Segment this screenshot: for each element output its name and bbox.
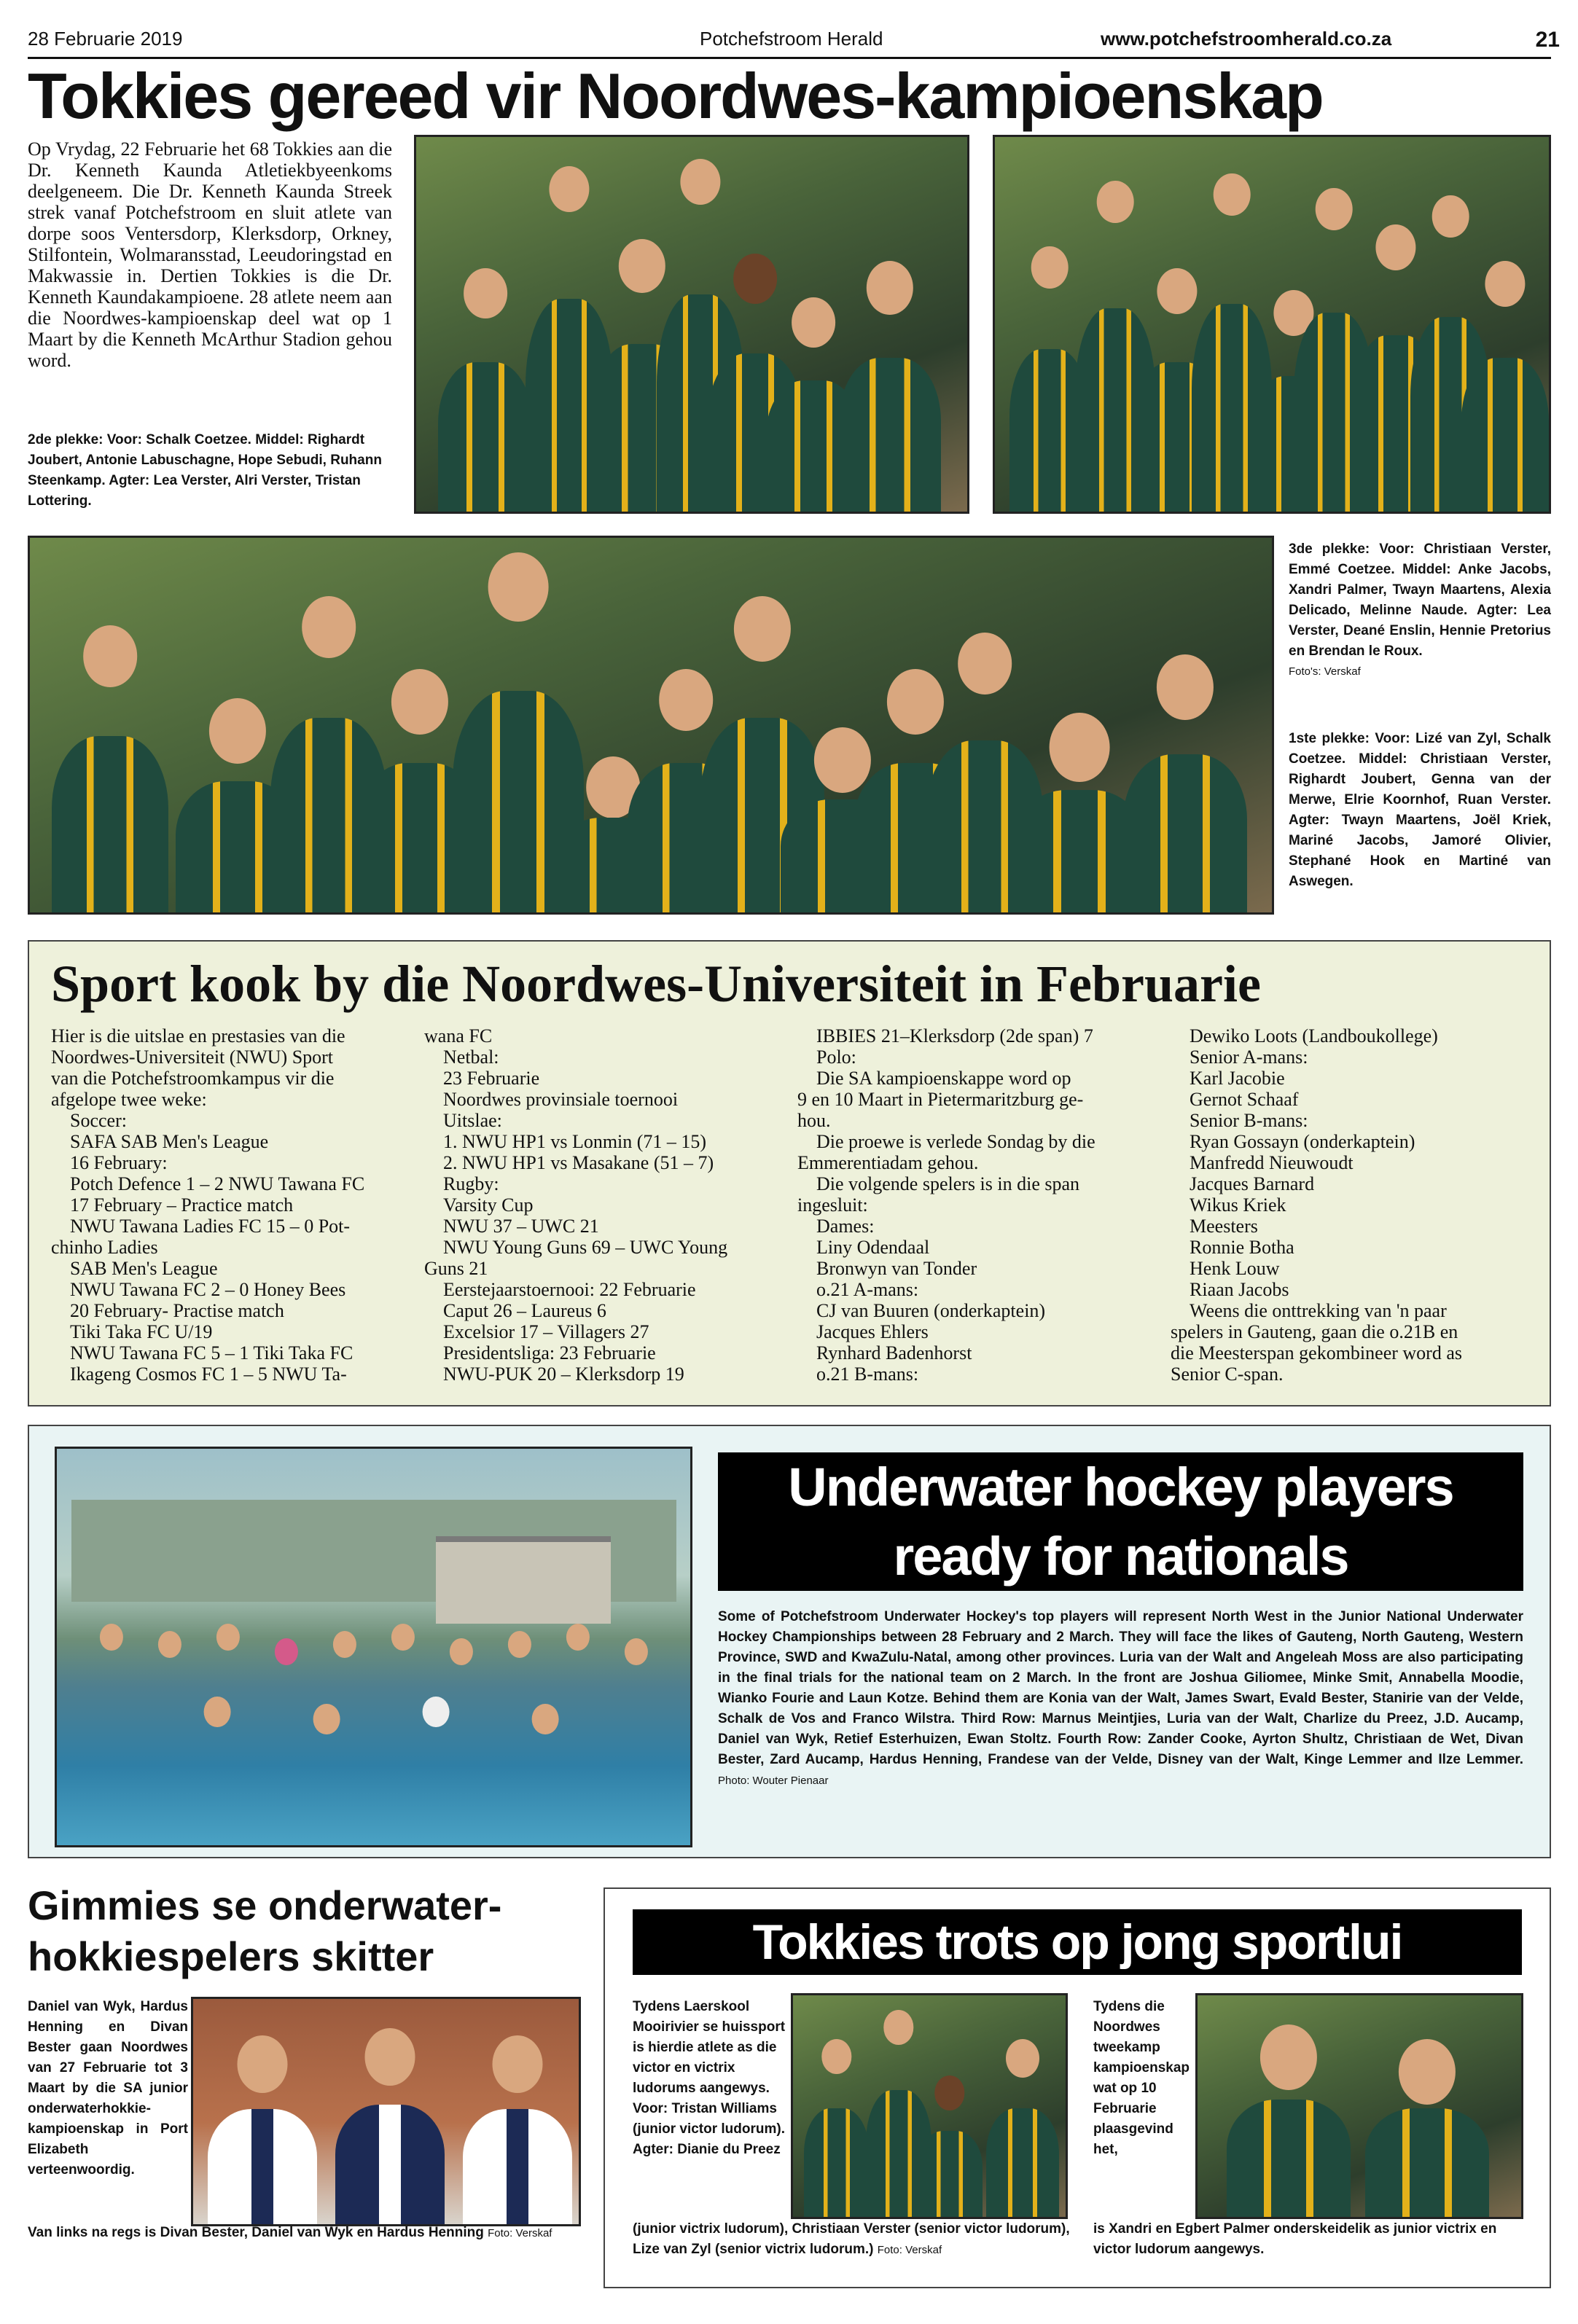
article-body-underwater-text: Some of Potchefstroom Underwater Hockey's top players will represent North West in the Junior National Underwater Hockey Championships between 28 February and 2 March. They will face the likes of Gauteng, North Gauteng, Western Province, SWD and KwaZulu-Natal, among other provinces. Luria van der Walt and Angeleah Moss are also participating in the final trials for the national team on 2 March. In the front are Joshua Giliomee, Minke Smit, Annabella Moodie, Wianko Fourie and Laun Kotze. Behind them are Konia van der Walt, James Swart, Evald Bester, Stanirie van der Velde, Schalk de Vos and Franco Wilstra. Third Row: Marnus Meintjies, Luria van der Walt, Charlize du Preez, J.D. Aucamp, Daniel van Wyk, Retief Esterhuizen, Ewan Stoltz. Fourth Row: Zander Cooke, Ayrton Shultz, Christiaan de Wet, Divan Bester, Zard Aucamp, Hardus Henning, Frandese van der Velde, Disney van der Walt, Kinge Lemmer and Ilze Lemmer.	[718, 1609, 1523, 1767]
sport-line: Presidentsliga: 23 Februarie	[443, 1342, 656, 1364]
sport-column-4	[1171, 1025, 1524, 1390]
caption-2de-plekke: 2de plekke: Voor: Schalk Coetzee. Middel: Righardt Joubert, Antonie Labuschagne, Hope Sebudi, Ruhann Steenkamp. Agter: Lea Verster, Alri Verster, Tristan Lottering.	[28, 432, 382, 509]
sport-line: Hier is die uitslae en prestasies van die	[51, 1025, 345, 1046]
sport-line: 1. NWU HP1 vs Lonmin (71 – 15)	[443, 1131, 707, 1152]
sport-line: Die volgende spelers is in die span	[816, 1173, 1080, 1194]
headline-underwater-line2: ready for nationals	[893, 1526, 1348, 1586]
website-url[interactable]: www.potchefstroomherald.co.za	[1101, 28, 1392, 50]
sport-line: Ryan Gossayn (onderkaptein)	[1190, 1131, 1415, 1152]
sport-line: Ronnie Botha	[1190, 1237, 1294, 1258]
sport-line: afgelope twee weke:	[51, 1089, 207, 1110]
sport-line: NWU 37 – UWC 21	[443, 1216, 599, 1237]
sport-line: Weens die onttrekking van 'n paar	[1190, 1300, 1447, 1321]
sport-line: SAB Men's League	[70, 1258, 218, 1279]
newspaper-name: Potchefstroom Herald	[700, 28, 883, 50]
sport-line: die Meesterspan gekombineer word as	[1171, 1342, 1462, 1364]
sport-line: 17 February – Practice match	[70, 1194, 294, 1216]
sport-line: Ikageng Cosmos FC 1 – 5 NWU Ta-	[70, 1364, 347, 1385]
sport-line: SAFA SAB Men's League	[70, 1131, 269, 1152]
headline-gimmies-line2: hokkiespelers skitter	[28, 1933, 434, 1979]
headline-gimmies-line1: Gimmies se onderwater-	[28, 1882, 502, 1928]
sport-line: NWU Tawana Ladies FC 15 – 0 Pot-	[70, 1216, 351, 1237]
sport-column-2	[424, 1025, 778, 1390]
caption-1ste-plekke: 1ste plekke: Voor: Lizé van Zyl, Schalk Coetzee. Middel: Christiaan Verster, Righardt Joubert, Genna van der Merwe, Elrie Koornhof, Ruan Verster. Agter: Twayn Maartens, Joël Kriek, Mariné Jacobs, Jamoré Olivier, Stephané Hook en Martiné van Aswegen.	[1289, 731, 1551, 889]
sport-line: chinho Ladies	[51, 1237, 158, 1258]
sport-line: Wikus Kriek	[1190, 1194, 1286, 1216]
photo-credit-gimmies: Foto: Verskaf	[488, 2227, 552, 2239]
sport-line: 9 en 10 Maart in Pietermaritzburg ge-	[797, 1089, 1084, 1110]
sport-line: Varsity Cup	[443, 1194, 534, 1216]
article-body-gimmies: Daniel van Wyk, Hardus Henning en Divan Bester gaan Noordwes van 27 Februarie tot 3 Maart by die SA junior onderwaterhokkie-kampioenskap in Port Elizabeth verteenwoordig.	[28, 1999, 188, 2178]
sport-column-3	[797, 1025, 1151, 1390]
sport-line: Bronwyn van Tonder	[816, 1258, 977, 1279]
sport-line: Die proewe is verlede Sondag by die	[816, 1131, 1095, 1152]
sport-line: Eerstejaarstoernooi: 22 Februarie	[443, 1279, 696, 1300]
sport-line: NWU Tawana FC 5 – 1 Tiki Taka FC	[70, 1342, 354, 1364]
sport-line: Dames:	[816, 1216, 875, 1237]
issue-date: 28 Februarie 2019	[28, 28, 183, 50]
headline-tokkies-gereed: Tokkies gereed vir Noordwes-kampioenskap	[28, 60, 1323, 132]
article-text-mooirivier: Tydens Laerskool Mooirivier se huissport is hierdie atlete as die victor en victrix ludorums aangewys. Voor: Tristan Williams (junior victor ludorum). Agter: Dianie du Preez	[633, 1999, 786, 2157]
headline-tokkies-trots: Tokkies trots op jong sportlui	[752, 1914, 1402, 1970]
sport-line: van die Potchefstroomkampus vir die	[51, 1068, 335, 1089]
header-rule	[28, 57, 1551, 59]
sport-line: NWU-PUK 20 – Klerksdorp 19	[443, 1364, 684, 1385]
sport-line: IBBIES 21–Klerksdorp (2de span) 7	[816, 1025, 1093, 1046]
caption-3de-plekke-text: 3de plekke: Voor: Christiaan Verster, Emmé Coetzee. Middel: Anke Jacobs, Xandri Palmer, Twayn Maartens, Alexia Delicado, Melinne Naude. Agter: Lea Verster, Deané Enslin, Hennie Pretorius en Brendan le Roux.	[1289, 541, 1551, 659]
sport-line: Uitslae:	[443, 1110, 502, 1131]
sport-line: Excelsior 17 – Villagers 27	[443, 1321, 649, 1342]
article-text-tweekamp: Tydens die Noordwes tweekamp kampioenskap wat op 10 Februarie plaasgevind het,	[1093, 1999, 1190, 2157]
photo-underwater-hockey-team	[55, 1447, 692, 1847]
sport-line: Netbal:	[443, 1046, 499, 1068]
sport-line: Manfredd Nieuwoudt	[1190, 1152, 1354, 1173]
sport-line: Liny Odendaal	[816, 1237, 930, 1258]
sport-line: Tiki Taka FC U/19	[70, 1321, 213, 1342]
sport-line: 2. NWU HP1 vs Masakane (51 – 7)	[443, 1152, 714, 1173]
sport-line: Guns 21	[424, 1258, 488, 1279]
headline-underwater-line1: Underwater hockey players	[788, 1457, 1453, 1517]
caption-palmer: is Xandri en Egbert Palmer onderskeidelik as junior victrix en victor ludorum aangewys.	[1093, 2221, 1497, 2257]
photo-credit-underwater: Photo: Wouter Pienaar	[718, 1775, 829, 1787]
sport-line: Rynhard Badenhorst	[816, 1342, 972, 1364]
sport-line: 16 February:	[70, 1152, 168, 1173]
sport-line: NWU Tawana FC 2 – 0 Honey Bees	[70, 1279, 346, 1300]
sport-line: Die SA kampioenskappe word op	[816, 1068, 1071, 1089]
sport-line: o.21 B-mans:	[816, 1364, 919, 1385]
sport-line: Soccer:	[70, 1110, 127, 1131]
sport-line: NWU Young Guns 69 – UWC Young	[443, 1237, 728, 1258]
sport-line: Dewiko Loots (Landboukollege)	[1190, 1025, 1438, 1046]
page-number: 21	[1535, 28, 1560, 52]
sport-line: Jacques Barnard	[1190, 1173, 1315, 1194]
sport-line: Gernot Schaaf	[1190, 1089, 1299, 1110]
sport-line: Meesters	[1190, 1216, 1258, 1237]
photo-1ste-plekke	[28, 536, 1274, 915]
photo-palmer-siblings	[1195, 1993, 1523, 2219]
sport-line: Rugby:	[443, 1173, 499, 1194]
sport-line: Jacques Ehlers	[816, 1321, 929, 1342]
sport-line: Senior A-mans:	[1190, 1046, 1308, 1068]
photo-3de-plekke	[993, 135, 1551, 514]
caption-3de-plekke	[1289, 539, 1551, 678]
sport-line: Henk Louw	[1190, 1258, 1280, 1279]
sport-line: 23 Februarie	[443, 1068, 540, 1089]
caption-mooirivier-text: (junior victrix ludorum), Christiaan Verster (senior victor ludorum), Lize van Zyl (senior victrix ludorum.)	[633, 2221, 1070, 2257]
sport-line: hou.	[797, 1110, 831, 1131]
photo-credit-3de: Foto's: Verskaf	[1289, 665, 1361, 678]
sport-line: CJ van Buuren (onderkaptein)	[816, 1300, 1046, 1321]
sport-line: Potch Defence 1 – 2 NWU Tawana FC	[70, 1173, 365, 1194]
sport-line: Senior B-mans:	[1190, 1110, 1308, 1131]
caption-gimmies-text: Van links na regs is Divan Bester, Daniel van Wyk en Hardus Henning	[28, 2225, 484, 2240]
sport-line: o.21 A-mans:	[816, 1279, 919, 1300]
caption-mooirivier	[633, 2219, 1070, 2281]
sport-line: Caput 26 – Laureus 6	[443, 1300, 606, 1321]
sport-line: ingesluit:	[797, 1194, 868, 1216]
sport-column-1	[51, 1025, 405, 1390]
sport-line: wana FC	[424, 1025, 493, 1046]
article-body-underwater	[718, 1607, 1523, 1847]
sport-line: Polo:	[816, 1046, 856, 1068]
photo-mooirivier-ludorums	[791, 1993, 1068, 2219]
sport-line: Riaan Jacobs	[1190, 1279, 1289, 1300]
caption-gimmies	[28, 2223, 582, 2274]
photo-2de-plekke	[414, 135, 969, 514]
article-body-tokkies: Op Vrydag, 22 Februarie het 68 Tokkies aan die Dr. Kenneth Kaunda Atletiekbyeenkoms deelgeneem. Die Dr. Kenneth Kaunda Streek strek vanaf Potchefstroom en sluit atlete van dorpe soos Ventersdorp, Klerksdorp, Orkney, Stilfontein, Wolmaransstad, Leeudoringstad en Makwassie in. Dertien Tokkies is die Dr. Kenneth Kaundakampioene. 28 atlete neem aan die Noordwes-kampioenskap deel wat op 1 Maart by die Kenneth McArthur Stadion gehou word.	[28, 138, 392, 371]
sport-line: Senior C-span.	[1171, 1364, 1284, 1385]
sport-line: Karl Jacobie	[1190, 1068, 1285, 1089]
headline-sport-kook: Sport kook by die Noordwes-Universiteit in Februarie	[51, 955, 1261, 1013]
sport-line: Emmerentiadam gehou.	[797, 1152, 979, 1173]
sport-line: spelers in Gauteng, gaan die o.21B en	[1171, 1321, 1458, 1342]
sport-line: Noordwes-Universiteit (NWU) Sport	[51, 1046, 334, 1068]
photo-gimmies-players	[191, 1997, 581, 2226]
sport-line: 20 February- Practise match	[70, 1300, 284, 1321]
sport-line: Noordwes provinsiale toernooi	[443, 1089, 679, 1110]
photo-credit-mooirivier: Foto: Verskaf	[877, 2244, 942, 2256]
